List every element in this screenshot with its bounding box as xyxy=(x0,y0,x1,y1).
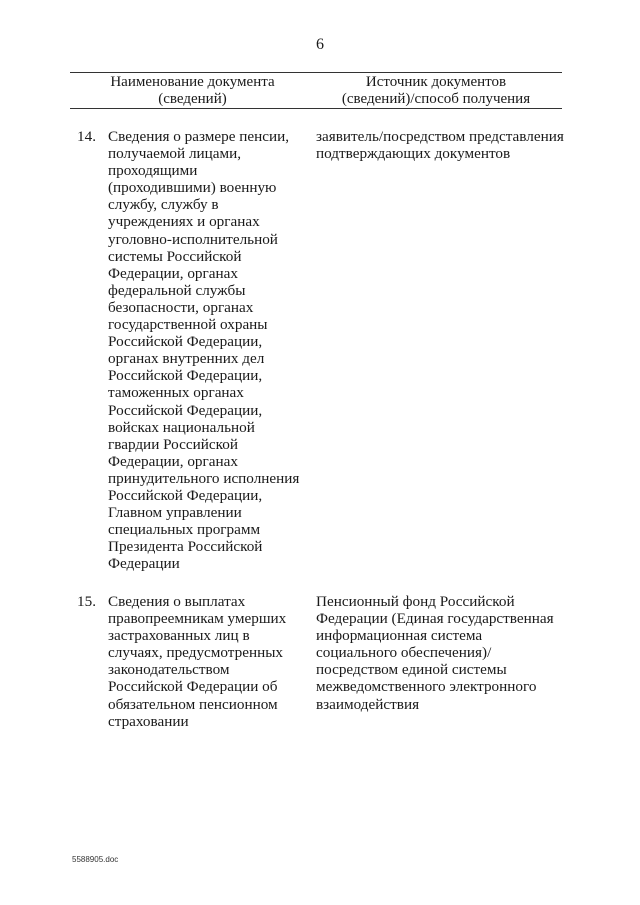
cell-text-line: Российской Федерации, xyxy=(108,401,263,419)
cell-text-line: гвардии Российской xyxy=(108,435,238,453)
cell-text-line: случаях, предусмотренных xyxy=(108,644,284,662)
cell-text-line: войсках национальной xyxy=(108,418,255,436)
cell-text-line: правопреемникам умерших xyxy=(108,610,287,628)
column-header-line: (сведений)/способ получения xyxy=(341,91,531,107)
column-header-line: (сведений) xyxy=(158,91,227,107)
cell-text-line: государственной охраны xyxy=(108,316,268,334)
cell-text-line: межведомственного электронного xyxy=(316,678,537,696)
cell-text-line: таможенных органах xyxy=(108,384,244,402)
cell-text-line: Пенсионный фонд Российской xyxy=(316,593,515,610)
cell-text-line: заявитель/посредством представления xyxy=(316,128,564,145)
cell-text-line: специальных программ xyxy=(108,521,261,539)
cell-text-line: Российской Федерации, xyxy=(108,486,263,504)
cell-text-line: социального обеспечения)/ xyxy=(316,644,492,662)
column-header-source xyxy=(322,74,550,108)
cell-text-line: системы Российской xyxy=(108,247,242,265)
document-name-cell xyxy=(108,128,308,572)
document-source-cell xyxy=(316,128,566,162)
cell-text-line: Российской Федерации, xyxy=(108,333,263,351)
row-number: 15. xyxy=(77,593,96,610)
cell-text-line: застрахованных лиц в xyxy=(108,627,250,645)
cell-text-line: Федерации xyxy=(108,555,180,573)
cell-text-line: взаимодействия xyxy=(316,695,420,713)
page-number: 6 xyxy=(316,36,324,53)
column-header-line: Наименование документа xyxy=(110,74,275,90)
cell-text-line: получаемой лицами, xyxy=(108,145,242,163)
cell-text-line: Федерации, органах xyxy=(108,264,238,282)
column-header-line: Источник документов xyxy=(365,74,507,90)
cell-text-line: Президента Российской xyxy=(108,538,263,556)
document-source-cell xyxy=(316,593,566,713)
cell-text-line: (проходившими) военную xyxy=(108,179,277,197)
cell-text-line: Сведения о размере пенсии, xyxy=(108,128,290,145)
cell-text-line: проходящими xyxy=(108,162,198,180)
cell-text-line: подтверждающих документов xyxy=(316,145,511,163)
cell-text-line: обязательном пенсионном xyxy=(108,695,278,713)
cell-text-line: органах внутренних дел xyxy=(108,350,265,368)
cell-text-line: уголовно-исполнительной xyxy=(108,230,278,248)
cell-text-line: Главном управлении xyxy=(108,504,242,522)
table-header-top-rule xyxy=(70,72,562,73)
cell-text-line: посредством единой системы xyxy=(316,661,507,679)
cell-text-line: информационная система xyxy=(316,627,483,645)
cell-text-line: Федерации (Единая государственная xyxy=(316,610,554,628)
cell-text-line: Сведения о выплатах xyxy=(108,593,246,610)
cell-text-line: страховании xyxy=(108,712,189,730)
cell-text-line: Федерации, органах xyxy=(108,452,238,470)
cell-text-line: учреждениях и органах xyxy=(108,213,260,231)
document-name-cell xyxy=(108,593,308,730)
cell-text-line: службу, службу в xyxy=(108,196,219,214)
column-header-document-name xyxy=(100,74,285,108)
cell-text-line: Российской Федерации об xyxy=(108,678,278,696)
cell-text-line: Российской Федерации, xyxy=(108,367,263,385)
cell-text-line: федеральной службы xyxy=(108,281,246,299)
cell-text-line: принудительного исполнения xyxy=(108,469,300,487)
table-header-bottom-rule xyxy=(70,108,562,109)
cell-text-line: безопасности, органах xyxy=(108,298,254,316)
cell-text-line: законодательством xyxy=(108,661,230,679)
document-filename: 5588905.doc xyxy=(72,855,119,864)
row-number: 14. xyxy=(77,128,96,145)
